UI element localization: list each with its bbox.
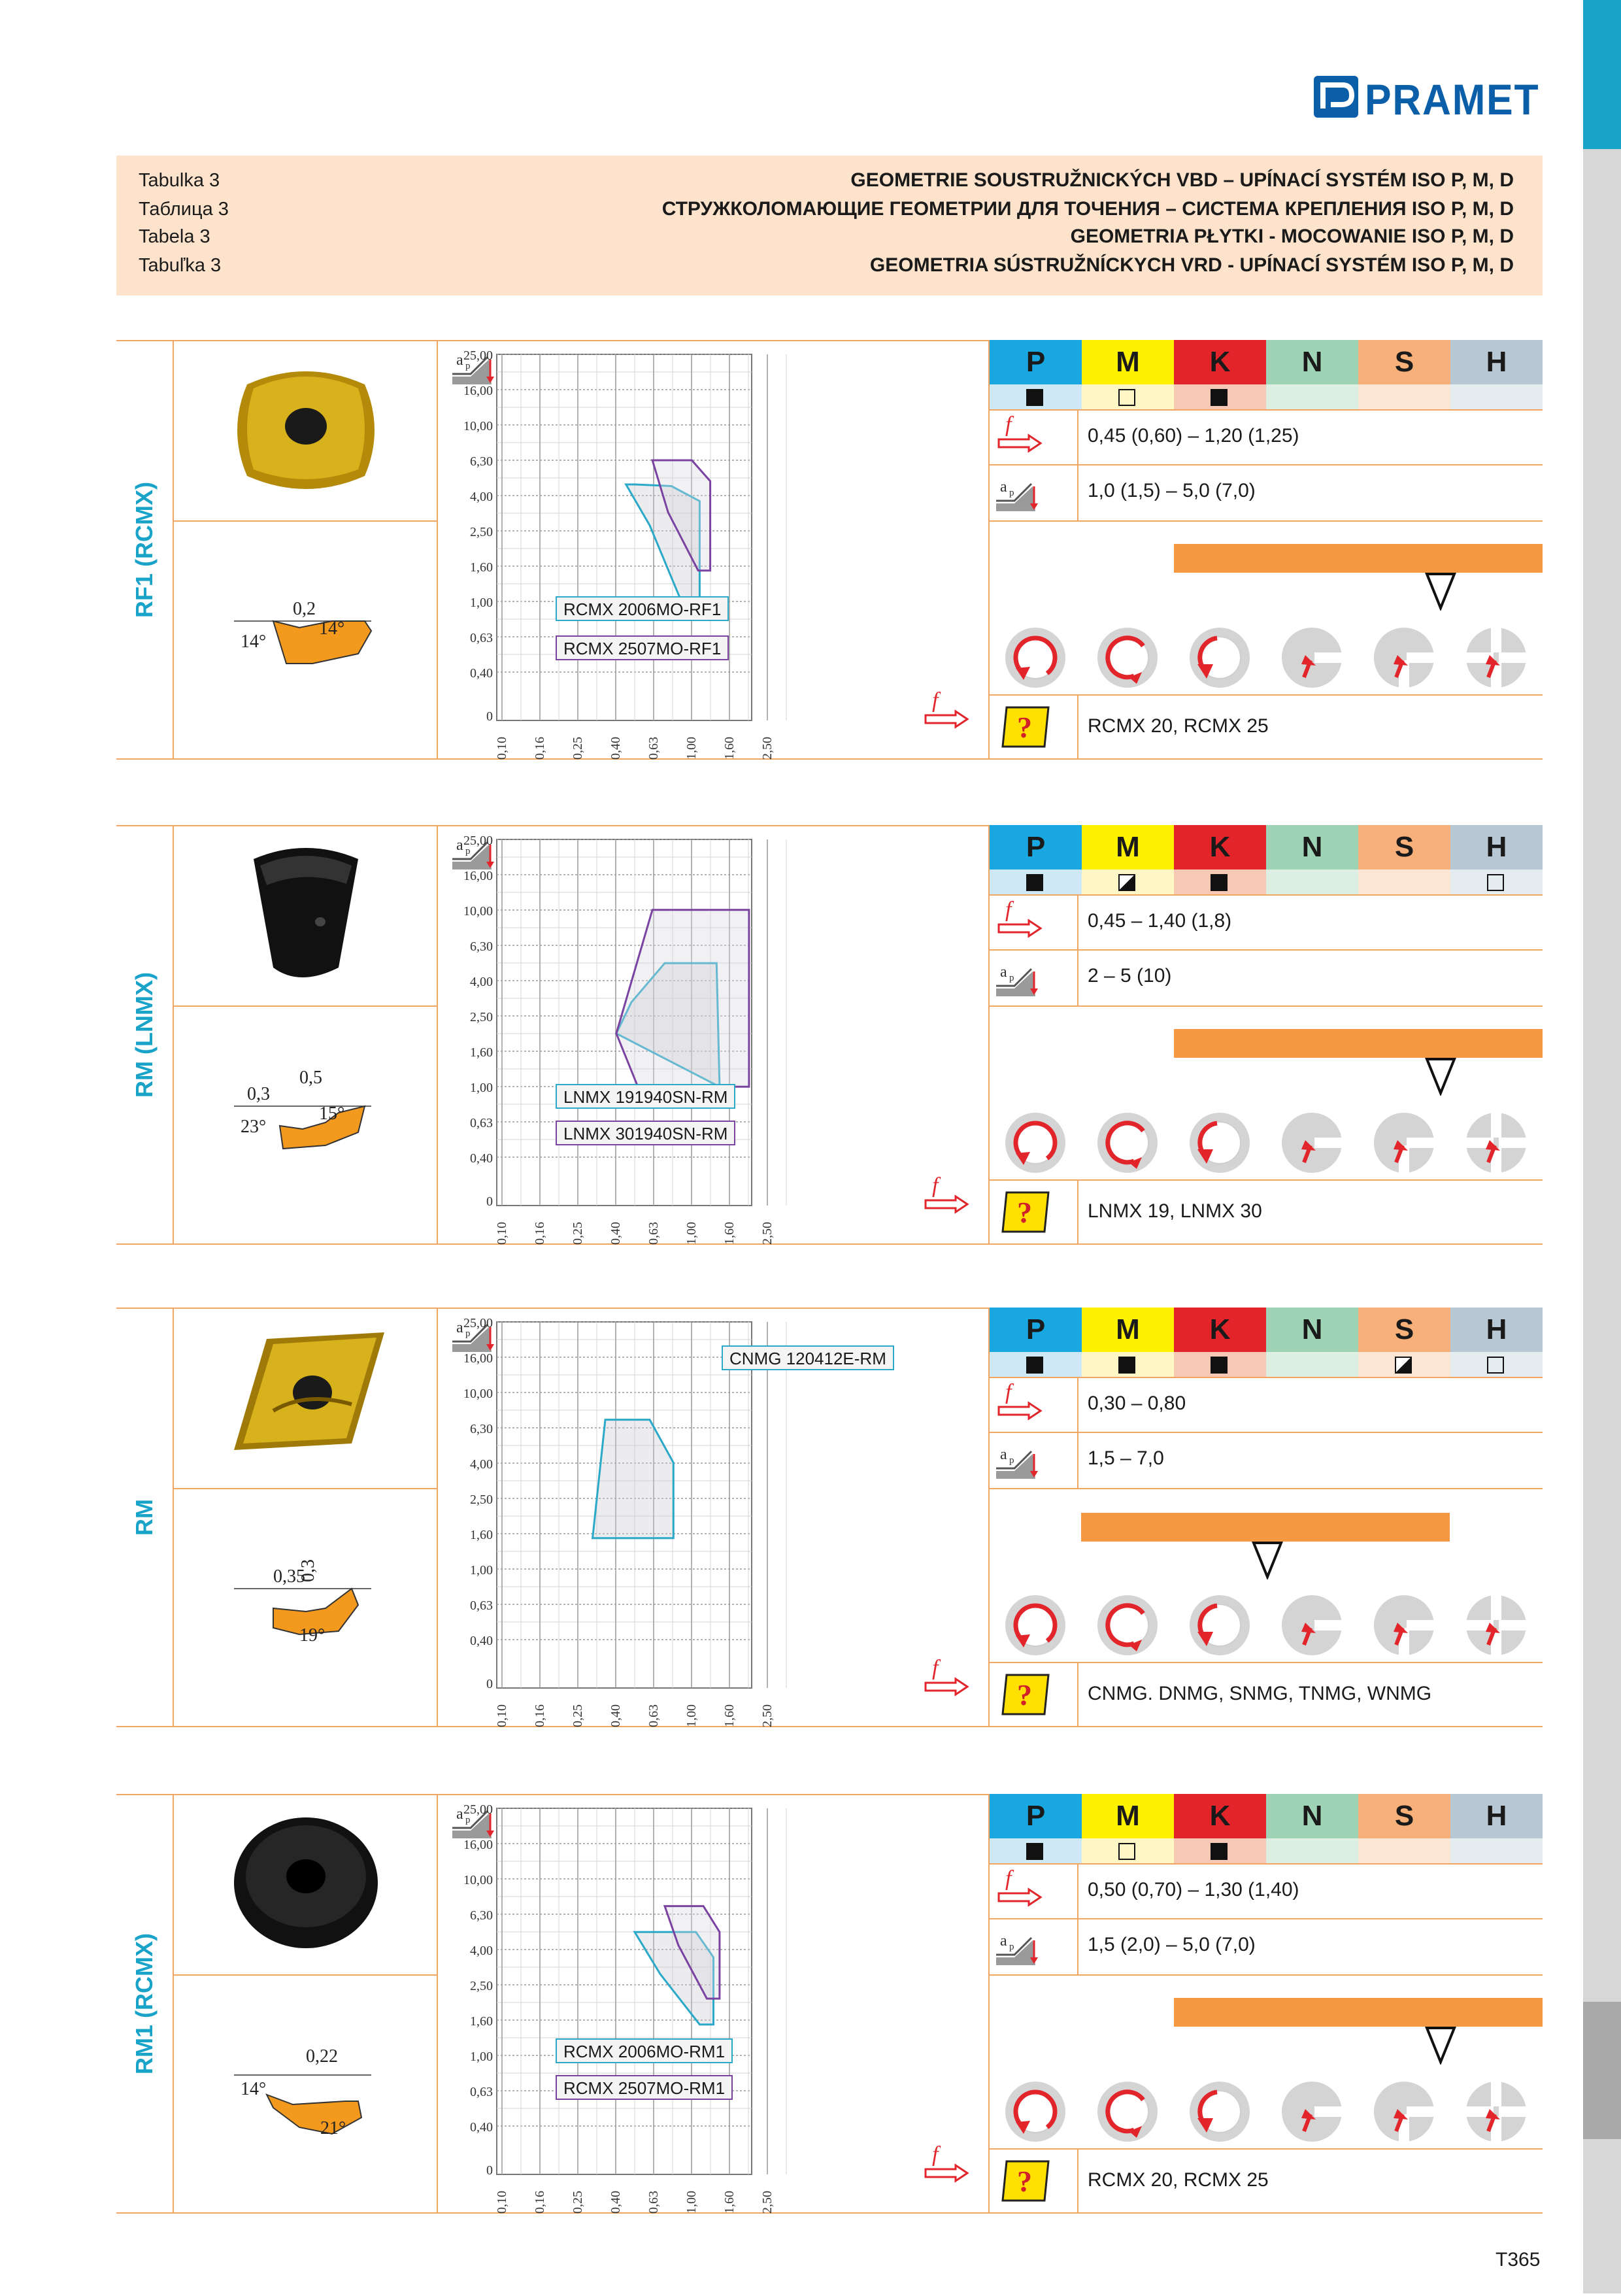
x-tick-label: 1,60 [722,1222,737,1245]
y-tick-label: 2,50 [470,1979,493,1993]
table-header [116,156,1543,295]
y-tick-label: 0,63 [470,1598,493,1613]
feed-icon [999,898,1041,936]
edge-dimension-label: 0,5 [299,1068,322,1088]
external-turning-icon [1005,2082,1065,2142]
svg-text:f: f [932,2142,939,2167]
edge-dimension-label: 19° [299,1625,326,1646]
y-tick-label: 4,00 [470,490,493,504]
tab-current [1583,2002,1621,2142]
x-tick-label: 0,40 [609,2191,623,2214]
facing-icon [1097,1595,1158,1655]
svg-text:a: a [1000,1933,1007,1950]
y-tick-label: 4,00 [470,975,493,989]
tab [1583,149,1621,294]
x-tick-label: 0,10 [495,737,509,760]
feed-icon [999,1380,1041,1419]
material-label: H [1450,340,1543,384]
material-label: M [1082,1308,1174,1352]
feed-axis-icon [926,1656,967,1695]
y-tick-label: 10,00 [463,1873,493,1887]
logo-mark-icon [1314,76,1360,119]
application-range-bar [1174,1029,1543,1058]
material-panel [990,340,1543,760]
depth-icon [995,1442,1038,1479]
tab [1583,2139,1621,2296]
material-label: S [1358,825,1450,869]
table-label-sk: Tabuľka 3 [139,255,222,276]
y-tick-label: 16,00 [463,1838,493,1852]
edge-profile-drawing [175,1491,437,1726]
feed-range: 0,30 – 0,80 [1088,1393,1186,1414]
material-label: P [990,1308,1082,1352]
geometry-title-text: RF1 (RCMX) [131,482,158,618]
material-label: K [1174,1308,1266,1352]
y-tick-label: 1,00 [470,2050,493,2064]
divider [173,1308,174,1727]
table-label-pl: Tabela 3 [139,226,210,247]
x-tick-label: 0,63 [646,1222,661,1245]
tab [1583,1432,1621,1577]
material-label: N [1266,825,1358,869]
y-tick-label: 1,60 [470,1045,493,1060]
x-tick-label: 0,40 [609,1704,623,1727]
x-tick-label: 0,16 [533,2191,547,2214]
svg-text:f: f [932,688,939,713]
edge-dimension-label: 23° [241,1117,267,1137]
tab [1583,434,1621,579]
material-label: N [1266,1308,1358,1352]
grooving-icon [1462,625,1530,690]
edge-dimension-label: 15° [319,1104,345,1124]
application-marker-icon [1424,571,1457,611]
geometry-title-text: RM (LNMX) [131,972,158,1098]
insert-photo [175,1313,437,1483]
x-tick-label: 0,16 [533,737,547,760]
cutting-range-chart [438,825,987,1245]
edge-dimension-label: 14° [241,632,267,652]
depth-range: 1,5 (2,0) – 5,0 (7,0) [1088,1934,1256,1955]
divider [173,340,174,760]
material-label: M [1082,825,1174,869]
edge-dimension-label: 0,22 [306,2046,338,2067]
depth-icon [995,475,1038,511]
active-tab [1583,0,1621,152]
geometry-title-text: RM [131,1499,158,1536]
material-panel [990,1308,1543,1727]
edge-profile-drawing [175,1008,437,1243]
x-tick-label: 1,60 [722,1704,737,1727]
internal-facing-icon [1374,628,1438,690]
x-tick-label: 0,10 [495,1222,509,1245]
material-label: K [1174,340,1266,384]
depth-icon [995,960,1038,996]
y-tick-label: 0,40 [470,1151,493,1166]
internal-boring-icon [1282,2082,1346,2142]
tab [1583,1574,1621,1719]
y-tick-label: 0,63 [470,1116,493,1130]
insert-info-icon [1003,1192,1048,1232]
y-tick-label: 0 [486,2163,493,2178]
cutting-range-chart [438,1794,987,2214]
cutting-range-chart [438,1308,987,1727]
feed-icon [999,413,1041,451]
y-tick-label: 0 [486,709,493,724]
y-tick-label: 25,00 [463,1802,493,1817]
divider [173,825,174,1245]
y-tick-label: 4,00 [470,1457,493,1472]
y-tick-label: 2,50 [470,1493,493,1507]
table-title-cs: GEOMETRIE SOUSTRUŽNICKÝCH VBD – UPÍNACÍ SYSTÉM ISO P, M, D [850,169,1514,191]
svg-text:p: p [465,1815,471,1825]
internal-facing-icon [1374,1595,1438,1658]
svg-text:a: a [1000,1446,1007,1463]
compatible-inserts: CNMG. DNMG, SNMG, TNMG, WNMG [1088,1683,1432,1704]
internal-facing-icon [1374,1113,1438,1175]
series-legend-label: RCMX 2507MO-RM1 [556,2075,733,2100]
svg-text:p: p [1009,488,1014,498]
table-title-pl: GEOMETRIA PŁYTKI - MOCOWANIE ISO P, M, D [1070,226,1514,247]
y-tick-label: 0 [486,1194,493,1209]
y-tick-label: 0,40 [470,1634,493,1648]
x-tick-label: 1,00 [684,2191,699,2214]
series-legend-label: RCMX 2006MO-RF1 [556,596,729,621]
material-panel [990,1794,1543,2214]
divider [173,1974,438,1976]
y-tick-label: 1,00 [470,1563,493,1578]
external-turning-icon [1005,1595,1065,1655]
series-legend-label: LNMX 301940SN-RM [556,1121,735,1145]
y-tick-label: 2,50 [470,1010,493,1024]
material-label: S [1358,1308,1450,1352]
material-panel [990,825,1543,1245]
y-tick-label: 1,00 [470,1081,493,1095]
facing-icon [1097,2082,1158,2142]
application-marker-icon [1424,2025,1457,2065]
x-tick-label: 0,25 [571,1704,585,1727]
svg-text:f: f [932,1173,939,1198]
tab [1583,1289,1621,1434]
x-tick-label: 0,40 [609,737,623,760]
x-tick-label: 0,63 [646,1704,661,1727]
facing-icon [1097,1113,1158,1173]
x-tick-label: 0,25 [571,2191,585,2214]
svg-text:p: p [1009,1455,1014,1466]
geometry-title [116,1308,173,1727]
tab [1583,1859,1621,2004]
edge-dimension-label: 0,35 [273,1566,305,1587]
svg-text:a: a [456,837,463,854]
facing-icon [1097,628,1158,688]
y-tick-label: 10,00 [463,904,493,919]
svg-text:a: a [1000,964,1007,981]
svg-text:p: p [1009,1942,1014,1952]
application-range-bar [1174,544,1543,573]
geometry-section [116,825,1543,1245]
feed-axis-icon [926,688,967,727]
divider [173,520,438,522]
y-tick-label: 10,00 [463,419,493,433]
y-tick-label: 16,00 [463,384,493,398]
material-label: K [1174,1794,1266,1838]
divider [173,1794,174,2214]
y-tick-label: 25,00 [463,1316,493,1330]
tab [1583,1004,1621,1149]
y-tick-label: 4,00 [470,1944,493,1958]
application-range-bar [1081,1513,1450,1542]
svg-text:?: ? [1017,1678,1032,1712]
x-tick-label: 0,16 [533,1704,547,1727]
x-tick-label: 1,60 [722,737,737,760]
x-tick-label: 1,00 [684,1704,699,1727]
cutting-range-chart [438,340,987,760]
edge-dimension-label: 21° [320,2118,346,2138]
application-marker-icon [1424,1056,1457,1096]
x-tick-label: 0,16 [533,1222,547,1245]
y-tick-label: 10,00 [463,1387,493,1401]
y-tick-label: 16,00 [463,1351,493,1366]
insert-photo [175,1799,437,1969]
svg-text:p: p [465,361,471,371]
edge-dimension-label: 14° [241,2079,267,2099]
svg-text:p: p [1009,973,1014,983]
svg-text:?: ? [1017,711,1032,744]
x-tick-label: 1,60 [722,2191,737,2214]
material-label: P [990,1794,1082,1838]
y-tick-label: 1,60 [470,2014,493,2029]
feed-icon [999,1866,1041,1905]
x-tick-label: 2,50 [760,737,775,760]
y-tick-label: 0,40 [470,666,493,681]
depth-range: 2 – 5 (10) [1088,965,1172,987]
material-label: N [1266,1794,1358,1838]
edge-profile-drawing [175,1977,437,2212]
x-tick-label: 2,50 [760,1704,775,1727]
brand-name: PRAMET [1365,75,1540,124]
depth-icon [995,1929,1038,1965]
external-turning-icon [1005,1113,1065,1173]
grooving-icon [1462,1110,1530,1175]
x-tick-label: 2,50 [760,1222,775,1245]
svg-text:f: f [1005,413,1012,437]
y-tick-label: 6,30 [470,1422,493,1436]
svg-text:f: f [1005,1866,1012,1891]
edge-profile-drawing [175,523,437,758]
depth-range: 1,5 – 7,0 [1088,1447,1164,1469]
svg-text:f: f [1005,1380,1012,1404]
application-range-bar [1174,1998,1543,2027]
y-tick-label: 6,30 [470,939,493,954]
tab [1583,862,1621,1007]
material-label: K [1174,825,1266,869]
geometry-section [116,1794,1543,2214]
geometry-title [116,1794,173,2214]
y-tick-label: 25,00 [463,834,493,848]
profiling-icon [1190,1595,1250,1655]
profiling-icon [1190,628,1250,688]
external-turning-icon [1005,628,1065,688]
page-number: T365 [1496,2249,1541,2271]
feed-range: 0,50 (0,70) – 1,30 (1,40) [1088,1879,1299,1900]
insert-info-icon [1003,1675,1048,1714]
x-tick-label: 0,10 [495,2191,509,2214]
geometry-title [116,340,173,760]
y-tick-label: 2,50 [470,525,493,539]
geometry-section [116,1308,1543,1727]
edge-dimension-label: 0,2 [293,599,316,619]
y-tick-label: 6,30 [470,454,493,469]
compatible-inserts: RCMX 20, RCMX 25 [1088,715,1269,737]
y-tick-label: 25,00 [463,348,493,363]
application-marker-icon [1251,1540,1284,1579]
x-tick-label: 0,40 [609,1222,623,1245]
svg-text:p: p [465,846,471,856]
table-title-sk: GEOMETRIA SÚSTRUŽNÍCKYCH VRD - UPÍNACÍ SYSTÉM ISO P, M, D [869,254,1514,276]
internal-boring-icon [1282,1595,1346,1655]
svg-text:p: p [465,1328,471,1339]
x-tick-label: 0,63 [646,737,661,760]
profiling-icon [1190,1113,1250,1173]
svg-text:a: a [456,352,463,369]
divider [173,1488,438,1489]
y-tick-label: 1,60 [470,1528,493,1542]
material-label: S [1358,340,1450,384]
x-tick-label: 0,25 [571,1222,585,1245]
svg-text:a: a [456,1806,463,1823]
depth-range: 1,0 (1,5) – 5,0 (7,0) [1088,480,1256,501]
series-legend-label: CNMG 120412E-RM [722,1345,894,1370]
svg-text:?: ? [1017,2165,1032,2198]
section-tabs [1583,0,1621,2293]
internal-facing-icon [1374,2082,1438,2144]
insert-photo [175,345,437,515]
y-tick-label: 16,00 [463,869,493,883]
svg-text:a: a [456,1319,463,1336]
tab [1583,1717,1621,1862]
feed-range: 0,45 (0,60) – 1,20 (1,25) [1088,425,1299,447]
feed-axis-icon [926,1173,967,1212]
edge-dimension-label: 0,3 [298,1559,318,1582]
tab [1583,1147,1621,1292]
compatible-inserts: RCMX 20, RCMX 25 [1088,2169,1269,2191]
tab [1583,719,1621,864]
material-label: N [1266,340,1358,384]
y-tick-label: 0,63 [470,2085,493,2099]
profiling-icon [1190,2082,1250,2142]
y-tick-label: 0 [486,1677,493,1691]
geometry-title [116,825,173,1245]
divider [173,1005,438,1007]
internal-boring-icon [1282,628,1346,688]
insert-info-icon [1003,2161,1048,2201]
edge-dimension-label: 14° [319,618,345,639]
series-legend-label: RCMX 2507MO-RF1 [556,635,729,660]
compatible-inserts: LNMX 19, LNMX 30 [1088,1200,1262,1222]
x-tick-label: 1,00 [684,1222,699,1245]
material-label: M [1082,340,1174,384]
pramet-logo [1314,73,1549,124]
series-legend-label: RCMX 2006MO-RM1 [556,2038,733,2063]
svg-text:?: ? [1017,1196,1032,1229]
y-tick-label: 1,00 [470,596,493,610]
x-tick-label: 1,00 [684,737,699,760]
y-tick-label: 6,30 [470,1908,493,1923]
x-tick-label: 0,63 [646,2191,661,2214]
x-tick-label: 0,10 [495,1704,509,1727]
y-tick-label: 0,40 [470,2120,493,2135]
table-label-cs: Tabulka 3 [139,170,220,191]
material-label: H [1450,825,1543,869]
geometry-section [116,340,1543,760]
material-label: H [1450,1794,1543,1838]
tab [1583,577,1621,722]
svg-text:f: f [932,1656,939,1680]
svg-text:a: a [1000,479,1007,496]
insert-photo [175,830,437,1000]
x-tick-label: 0,25 [571,737,585,760]
edge-dimension-label: 0,3 [247,1084,270,1104]
geometry-title-text: RM1 (RCMX) [131,1933,158,2074]
material-label: S [1358,1794,1450,1838]
series-legend-label: LNMX 191940SN-RM [556,1084,735,1109]
grooving-icon [1462,1593,1530,1658]
internal-boring-icon [1282,1113,1346,1173]
grooving-icon [1462,2079,1530,2144]
table-title-ru: СТРУЖКОЛОМАЮЩИЕ ГЕОМЕТРИИ ДЛЯ ТОЧЕНИЯ – СИСТЕМА КРЕПЛЕНИЯ ISO P, M, D [661,198,1514,220]
x-tick-label: 2,50 [760,2191,775,2214]
table-label-ru: Таблица 3 [139,199,229,220]
feed-range: 0,45 – 1,40 (1,8) [1088,910,1232,932]
material-label: P [990,825,1082,869]
tab [1583,292,1621,437]
material-label: H [1450,1308,1543,1352]
material-label: P [990,340,1082,384]
material-label: M [1082,1794,1174,1838]
y-tick-label: 1,60 [470,560,493,575]
feed-axis-icon [926,2142,967,2181]
insert-info-icon [1003,707,1048,747]
y-tick-label: 0,63 [470,631,493,645]
svg-text:f: f [1005,898,1012,922]
